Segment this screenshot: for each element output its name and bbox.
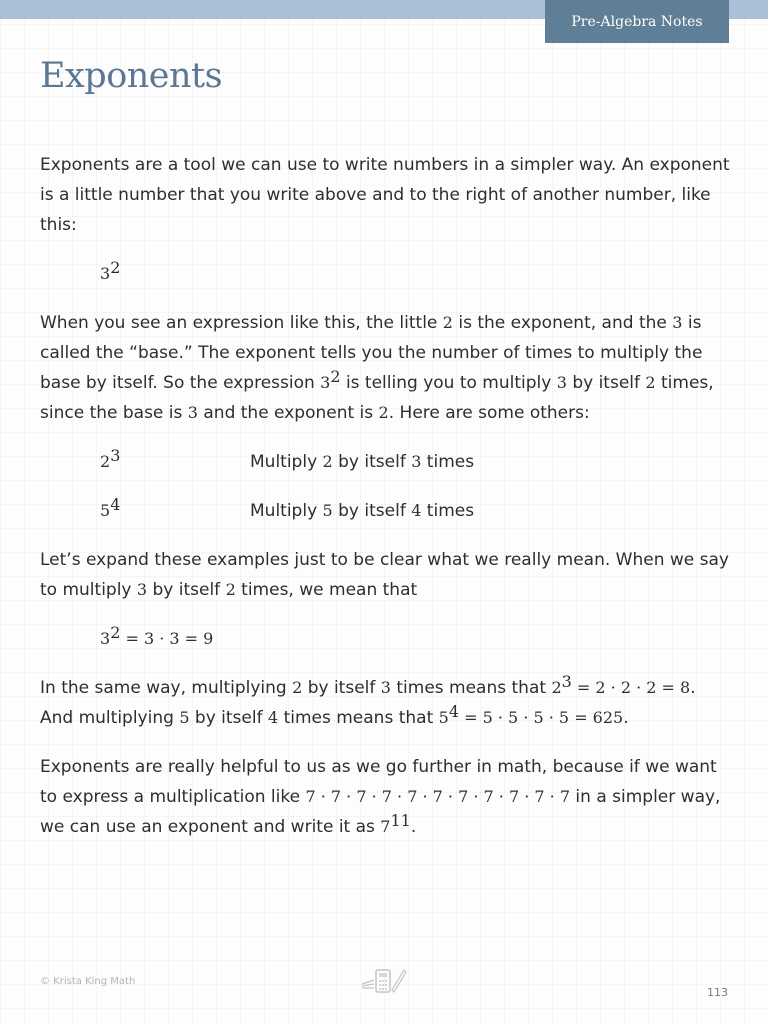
same-way-paragraph: In the same way, multiplying 2 by itself 3 times means that $2^3 = 2 \cdot 2 \cdot 2 = 8$. And multiplying 5 by itself 4 times means that $5^4 = 5 \cdot 5 \cdot 5 \cdot 5 = 625$. (40, 672, 696, 728)
page-content (40, 150, 730, 861)
intro-paragraph: Exponents are a tool we can use to write numbers in a simpler way. An exponent is a little number that you write above and to the right of another number, like this: (40, 155, 730, 235)
copyright-text: © Krista King Math (40, 976, 136, 987)
page-number: 113 (707, 986, 728, 999)
expanded-equation: $3^2 = 3 \cdot 3 = 9$ (100, 623, 214, 648)
explanation-paragraph: When you see an expression like this, the little 2 is the exponent, and the 3 is called the “base.” The exponent tells you the number of times to multiply the base by itself. So the expression $3^2$ is telling you to multiply 3 by itself 2 times, since the base is 3 and the exponent is 2. Here are some others: (40, 313, 714, 423)
section-tab: Pre-Algebra Notes (545, 0, 729, 43)
example-expression: $5^4$ (100, 495, 121, 520)
example-description: Multiply 5 by itself 4 times (250, 501, 475, 521)
calculator-pencil-icon (360, 964, 408, 998)
example-row (40, 447, 730, 477)
page-title: Exponents (40, 56, 223, 96)
example-row (40, 496, 730, 526)
expand-paragraph: Let’s expand these examples just to be clear what we really mean. When we say to multiply 3 by itself 2 times, we mean that (40, 550, 729, 600)
math-base: 3 (100, 264, 111, 283)
example-expression (40, 259, 730, 289)
example-expression: $2^3$ (100, 446, 121, 471)
closing-paragraph: Exponents are really helpful to us as we go further in math, because if we want to express a multiplication like 7 · 7 · 7 · 7 · 7 · 7 · 7 · 7 · 7 · 7 · 7 in a simpler way, we can use an exponent and write it as $7^{11}$. (40, 757, 721, 837)
math-exponent: 2 (110, 258, 121, 277)
example-description: Multiply 2 by itself 3 times (250, 452, 475, 472)
